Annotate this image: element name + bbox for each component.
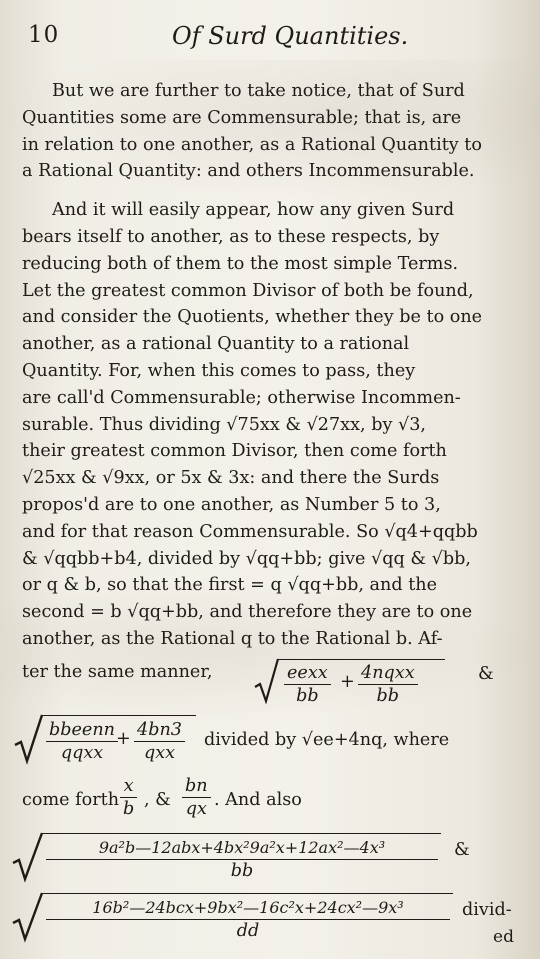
fraction: [46, 719, 118, 764]
math-row: [22, 653, 522, 711]
text-line: Quantities some are Commensurable; that is, are: [22, 107, 462, 128]
numerator: 4bn3: [134, 719, 185, 742]
numerator: bbeenn: [46, 719, 118, 742]
denominator: qxx: [143, 742, 176, 763]
fraction: [358, 662, 418, 707]
text-line: reducing both of them to the most simple Terms.: [22, 253, 459, 274]
text-line: are call'd Commensurable; otherwise Incommen-: [22, 387, 461, 408]
radical-bar: [41, 833, 441, 835]
fraction: [46, 837, 438, 882]
text-line: divided by √ee+4nq, where: [204, 729, 450, 750]
ampersand: &: [454, 839, 470, 860]
text-line: Quantity. For, when this comes to pass, they: [22, 360, 416, 381]
text-line: come forth: [22, 789, 120, 810]
fraction: [284, 662, 331, 707]
numerator: 9a²b—12abx+4bx²9a²x+12ax²—4x³: [46, 837, 438, 860]
ampersand: , &: [144, 789, 171, 810]
text-line: divid-: [462, 899, 512, 920]
radical-sign: [12, 891, 44, 943]
text-line: And it will easily appear, how any given Surd: [52, 200, 455, 221]
denominator: b: [123, 798, 135, 819]
text-line: . And also: [214, 789, 302, 810]
denominator: dd: [236, 920, 260, 941]
text-line: and for that reason Commensurable. So √q4+qqbb: [22, 521, 478, 542]
numerator: x: [120, 775, 137, 798]
fraction: [46, 897, 450, 942]
text-line: second = b √qq+bb, and therefore they are to one: [22, 602, 473, 623]
numerator: 4nqxx: [358, 662, 418, 685]
page-header: [22, 18, 526, 52]
radical-bar: [41, 715, 196, 717]
text-line: or q & b, so that the first = q √qq+bb, and the: [22, 575, 438, 596]
text-line: and consider the Quotients, whether they be to one: [22, 307, 483, 328]
denominator: bb: [376, 685, 400, 706]
numerator: 16b²—24bcx+9bx²—16c²x+24cx²—9x³: [46, 897, 450, 920]
text-line: in relation to one another, as a Rational Quantity to: [22, 134, 482, 155]
text-line: Let the greatest common Divisor of both be found,: [22, 280, 474, 301]
denominator: qqxx: [60, 742, 104, 763]
radical-bar: [277, 659, 445, 661]
text-line: another, as the Rational q to the Rational b. Af-: [22, 628, 443, 649]
radical-sign: [14, 713, 44, 765]
radical-sign: [12, 831, 44, 883]
text-line: √25xx & √9xx, or 5x & 3x: and there the Surds: [22, 468, 440, 489]
text-line: a Rational Quantity: and others Incommensurable.: [22, 161, 475, 182]
denominator: qx: [185, 798, 207, 819]
text-line: surable. Thus dividing √75xx & √27xx, by √3,: [22, 414, 427, 435]
math-row: [22, 831, 522, 891]
text-body: [22, 78, 522, 951]
text-line: their greatest common Divisor, then come forth: [22, 441, 447, 462]
radical-sign: [254, 657, 280, 705]
fraction: [182, 775, 211, 820]
math-row: [22, 773, 522, 831]
text-line: & √qqbb+b4, divided by √qq+bb; give √qq & √bb,: [22, 548, 471, 569]
text-line: propos'd are to one another, as Number 5 to 3,: [22, 494, 441, 515]
plus-sign: +: [340, 671, 355, 692]
page-number: 10: [28, 22, 60, 48]
ampersand: &: [478, 663, 494, 684]
text-line: another, as a rational Quantity to a rational: [22, 334, 410, 355]
fraction: [134, 719, 185, 764]
catchword: ed: [493, 927, 514, 947]
math-row: [22, 711, 522, 773]
text-line: But we are further to take notice, that of Surd: [52, 81, 465, 101]
running-title: Of Surd Quantities.: [172, 22, 409, 50]
numerator: eexx: [284, 662, 331, 685]
plus-sign: +: [116, 728, 131, 749]
denominator: bb: [296, 685, 319, 706]
text-line: bears itself to another, as to these respects, by: [22, 226, 440, 247]
text-line: ter the same manner,: [22, 661, 213, 682]
radical-bar: [41, 893, 453, 895]
math-row: [22, 891, 522, 951]
fraction: [120, 775, 137, 820]
denominator: bb: [230, 860, 254, 881]
numerator: bn: [182, 775, 211, 798]
